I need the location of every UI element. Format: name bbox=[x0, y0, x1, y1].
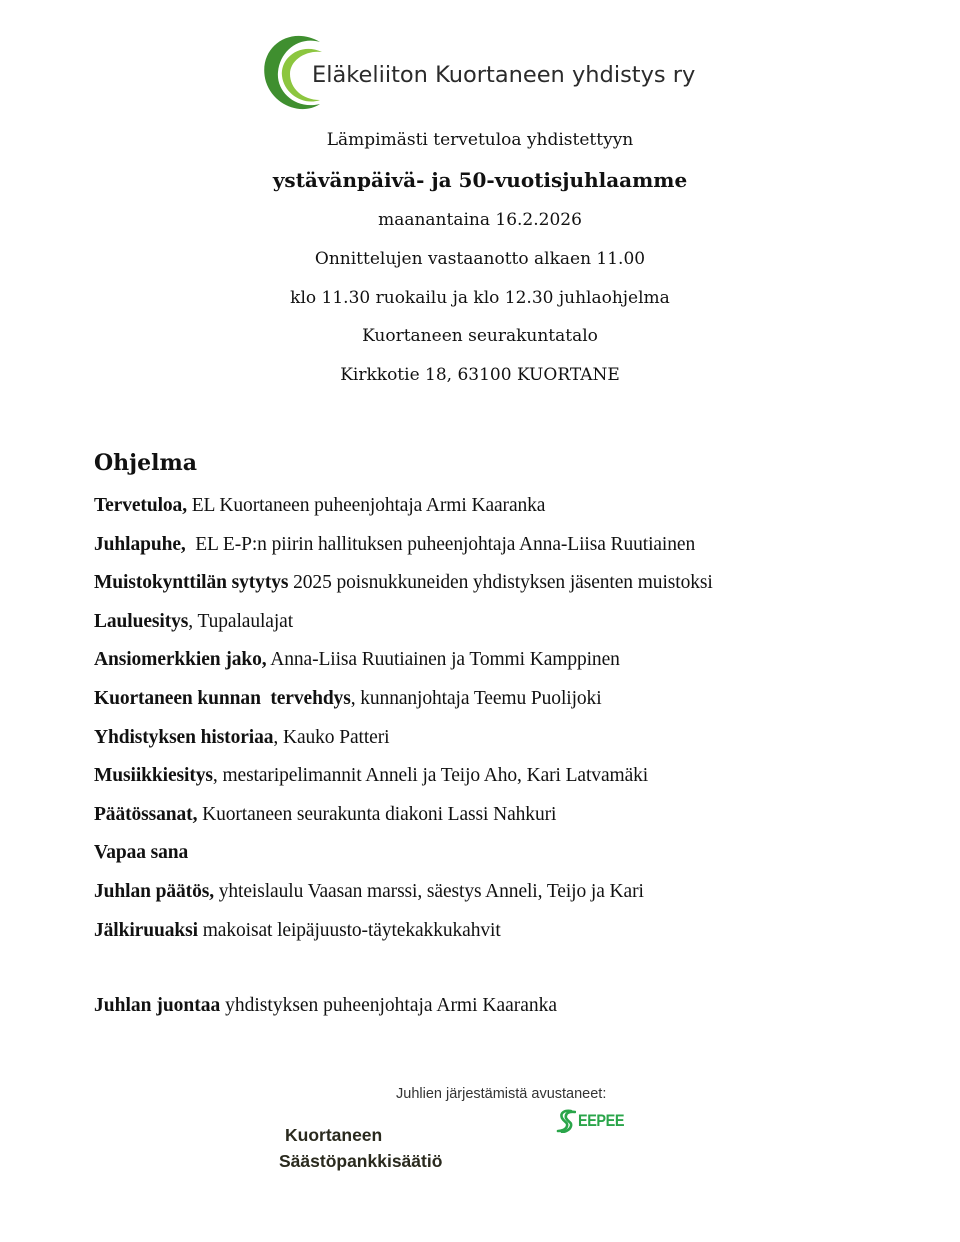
host-line bbox=[94, 995, 557, 1017]
bank-name-line1: Kuortaneen bbox=[285, 1125, 383, 1145]
program-item-detail: 2025 poisnukkuneiden yhdistyksen jäsenten muistoksi bbox=[288, 572, 713, 594]
program-item bbox=[94, 571, 713, 610]
program-item-detail: EL E-P:n piirin hallituksen puheenjohtaja Anna-Liisa Ruutiainen bbox=[185, 533, 696, 555]
program-item-detail: , mestaripelimannit Anneli ja Teijo Aho, Kari Latvamäki bbox=[212, 765, 649, 787]
reception-time: Onnittelujen vastaanotto alkaen 11.00 bbox=[314, 249, 646, 269]
bank-name-line2: Säästöpankkisäätiö bbox=[279, 1151, 443, 1171]
host-label: Juhlan juontaa bbox=[94, 995, 221, 1016]
program-item-title: Juhlapuhe, bbox=[94, 533, 186, 555]
venue-name: Kuortaneen seurakuntatalo bbox=[362, 326, 598, 346]
eepee-logo bbox=[556, 1108, 632, 1134]
program-list bbox=[94, 494, 713, 957]
program-item-title: Juhlan päätös, bbox=[94, 880, 214, 902]
program-item-title: Kuortaneen kunnan tervehdys bbox=[94, 687, 351, 709]
program-item bbox=[94, 841, 713, 880]
program-item-detail: , Kauko Patteri bbox=[273, 726, 390, 748]
organization-logo bbox=[262, 30, 702, 114]
program-item bbox=[94, 803, 713, 842]
program-heading: Ohjelma bbox=[94, 450, 198, 476]
eepee-name: EEPEE bbox=[578, 1111, 625, 1130]
program-item bbox=[94, 687, 713, 726]
program-item-detail: makoisat leipäjuusto-täytekakkukahvit bbox=[197, 919, 501, 941]
program-item bbox=[94, 919, 713, 958]
sponsors-label: Juhlien järjestämistä avustaneet: bbox=[396, 1086, 607, 1102]
program-item-title: Vapaa sana bbox=[94, 842, 189, 864]
program-item-detail: EL Kuortaneen puheenjohtaja Armi Kaaranka bbox=[186, 495, 546, 516]
program-item-detail: , Tupalaulajat bbox=[188, 610, 294, 632]
organization-name: Eläkeliiton Kuortaneen yhdistys ry bbox=[312, 62, 696, 88]
program-item-title: Muistokynttilän sytytys bbox=[94, 572, 289, 594]
event-title: ystävänpäivä- ja 50-vuotisjuhlaamme bbox=[272, 168, 688, 192]
program-item bbox=[94, 880, 713, 919]
program-item-title: Lauluesitys bbox=[94, 610, 189, 632]
schedule-text: klo 11.30 ruokailu ja klo 12.30 juhlaohjelma bbox=[290, 288, 670, 308]
program-item bbox=[94, 726, 713, 765]
program-item bbox=[94, 764, 713, 803]
event-date: maanantaina 16.2.2026 bbox=[378, 210, 582, 230]
savings-bank-foundation bbox=[279, 1122, 442, 1174]
eepee-s-icon bbox=[556, 1109, 576, 1133]
program-item-title: Tervetuloa, bbox=[94, 495, 187, 516]
program-item-title: Päätössanat, bbox=[94, 803, 198, 825]
program-item-title: Jälkiruuaksi bbox=[94, 919, 198, 941]
program-item-detail: Anna-Liisa Ruutiainen ja Tommi Kamppinen bbox=[266, 649, 620, 671]
program-item-detail: yhteislaulu Vaasan marssi, säestys Anneli, Teijo ja Kari bbox=[213, 880, 644, 902]
program-item bbox=[94, 533, 713, 572]
welcome-text: Lämpimästi tervetuloa yhdistettyyn bbox=[326, 130, 634, 150]
program-item-detail: , kunnanjohtaja Teemu Puolijoki bbox=[350, 687, 602, 709]
program-item-detail: Kuortaneen seurakunta diakoni Lassi Nahkuri bbox=[197, 803, 557, 825]
program-item bbox=[94, 494, 713, 533]
program-item-title: Musiikkiesitys bbox=[94, 765, 213, 787]
venue-address: Kirkkotie 18, 63100 KUORTANE bbox=[340, 365, 620, 385]
program-item bbox=[94, 610, 713, 649]
program-item-title: Yhdistyksen historiaa bbox=[94, 726, 274, 748]
host-detail: yhdistyksen puheenjohtaja Armi Kaaranka bbox=[220, 995, 558, 1016]
program-item bbox=[94, 648, 713, 687]
program-item-title: Ansiomerkkien jako, bbox=[94, 649, 267, 671]
